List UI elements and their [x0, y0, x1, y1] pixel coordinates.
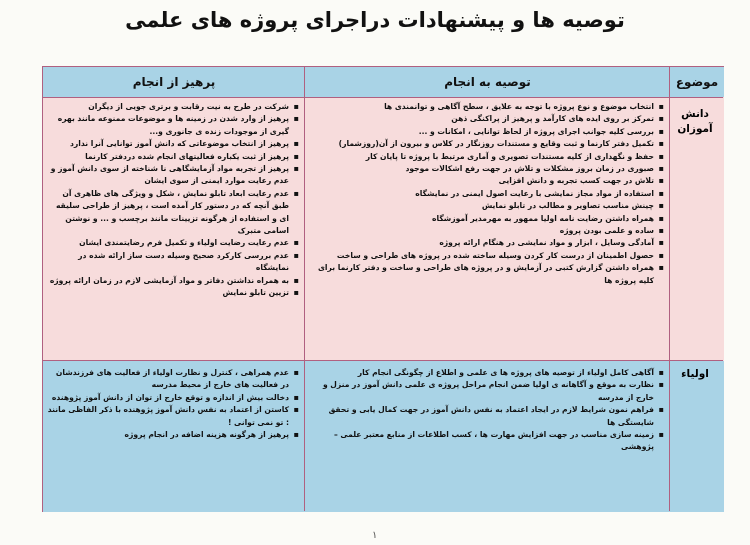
students-avoid-cell — [43, 97, 305, 361]
header-do: توصیه به انجام — [305, 67, 670, 97]
list-item: ▪ انتخاب موضوع و نوع پروژه با توجه به علایق ، سطح آگاهی و توانمندی ها — [309, 101, 654, 113]
list-item: ▪ همراه داشتن گزارش کتبی در آزمایش و در پروژه های طراحی و ساخت و دفتر کارنما برای کلیه پروژه ها — [309, 262, 654, 287]
list-item: ▪ تکمیل دفتر کارنما و ثبت وقایع و مستندات روزنگار در کلاس و بیرون از آن(روزشمار) — [309, 138, 654, 150]
list-item: ▪ بررسی کلیه جوانب اجرای پروژه از لحاظ توانایی ، امکانات و ... — [309, 126, 654, 138]
table-divider — [43, 97, 723, 98]
list-item: ▪ نظارت به موقع و آگاهانه ی اولیا ضمن انجام مراحل پروژه ی علمی دانش آموز در منزل و خارج از مدرسه — [309, 379, 654, 404]
list-item: ▪ زمینه سازی مناسب در جهت افزایش مهارت ها ، کسب اطلاعات از منابع معتبر علمی – پژوهشی — [309, 429, 654, 454]
list-item: ▪ تلاش در جهت کسب تجربه و دانش افزایی — [309, 175, 654, 187]
list-item: ▪ دخالت بیش از اندازه و توقع خارج از توان از دانش آموز پژوهنده — [47, 392, 289, 404]
table-divider — [43, 360, 723, 361]
table-divider — [304, 67, 305, 511]
list-item: ▪ ساده و علمی بودن پروژه — [309, 225, 654, 237]
topic-parents: اولیاء — [670, 361, 724, 512]
table-divider — [669, 67, 670, 511]
list-item: ▪ صبوری در زمان بروز مشکلات و تلاش در جهت رفع اشکالات موجود — [309, 163, 654, 175]
page-title: توصیه ها و پیشنهادات دراجرای پروژه های علمی — [125, 8, 625, 32]
page-number: ١ — [372, 530, 378, 541]
topic-students: دانش آموزان — [670, 97, 724, 361]
list-item: ▪ شرکت در طرح به نیت رقابت و برتری جویی از دیگران — [47, 101, 289, 113]
list-item: ▪ پرهیز از تجربه مواد آزمایشگاهی نا شناخته از سوی دانش آموز و عدم رعایت موارد ایمنی از سوی ایشان — [47, 163, 289, 188]
header-avoid: پرهیز از انجام — [43, 67, 305, 97]
list-item: ▪ حفظ و نگهداری از کلیه مستندات تصویری و آماری مرتبط با پروژه تا پایان کار — [309, 151, 654, 163]
list-item: ▪ عدم بررسی کارکرد صحیح وسیله دست ساز ارائه شده در نمایشگاه — [47, 250, 289, 275]
list-item: ▪ استفاده از مواد مجاز نمایشی با رعایت اصول ایمنی در نمایشگاه — [309, 188, 654, 200]
students-avoid-list — [43, 101, 305, 300]
parents-avoid-list — [43, 367, 305, 441]
list-item: ▪ حصول اطمینان از درست کار کردن وسیله ساخته شده در پروژه های طراحی و ساخت — [309, 250, 654, 262]
list-item: ▪ تمرکز بر روی ایده های کارآمد و پرهیز از پراکنگی ذهن — [309, 113, 654, 125]
students-do-cell — [305, 97, 670, 361]
list-item: ▪ عدم رعایت رضایت اولیاء و تکمیل فرم رضایتمندی ایشان — [47, 237, 289, 249]
header-topic: موضوع — [670, 67, 724, 97]
parents-do-cell — [305, 361, 670, 512]
list-item: ▪ تزیین تابلو نمایش — [47, 287, 289, 299]
list-item: ▪ آگاهی کامل اولیاء از توصیه های پروژه ها ی علمی و اطلاع از چگونگی انجام کار — [309, 367, 654, 379]
parents-do-list — [305, 367, 670, 454]
list-item: ▪ به همراه نداشتن دفاتر و مواد آزمایشی لازم در زمان ارائه پروژه — [47, 275, 289, 287]
list-item: ▪ آمادگی وسایل ، ابزار و مواد نمایشی در هنگام ارائه پروژه — [309, 237, 654, 249]
list-item: ▪ پرهیز از انتخاب موضوعاتی که دانش آموز توانایی آنرا ندارد — [47, 138, 289, 150]
list-item: ▪ عدم همراهی ، کنترل و نظارت اولیاء از فعالیت های فرزندشان در فعالیت های خارج از محیط مدرسه — [47, 367, 289, 392]
list-item: ▪ فراهم نمون شرایط لازم در ایجاد اعتماد به نفس دانش آموز در جهت کمال یابی و تحقق شایستگی ها — [309, 404, 654, 429]
list-item: ▪ پرهیز از وارد شدن در زمینه ها و موضوعات ممنوعه مانند بهره گیری از موجودات زنده ی جانوری و... — [47, 113, 289, 138]
list-item: ▪ کاستن از اعتماد به نفس دانش آموز پژوهنده با ذکر الفاظی مانند : تو نمی توانی ! — [47, 404, 289, 429]
list-item: ▪ چینش مناسب تصاویر و مطالب در تابلو نمایش — [309, 200, 654, 212]
students-do-list — [305, 101, 670, 287]
list-item: ▪ همراه داشتن رضایت نامه اولیا ممهور به مهرمدیر آموزشگاه — [309, 213, 654, 225]
list-item: ▪ پرهیز از ثبت یکباره فعالیتهای انجام شده دردفتر کارنما — [47, 151, 289, 163]
parents-avoid-cell — [43, 361, 305, 512]
list-item: ▪ عدم رعایت ابعاد تابلو نمایش ، شکل و ویژگی های ظاهری آن طبق آنچه که در دستور کار آمده است ، پرهیز از طراحی سلیقه ای و استفاده از هرگونه تزیینات مانند برچسب و ... و نوشتن اسامی متبرک — [47, 188, 289, 238]
list-item: ▪ پرهیز از هرگونه هزینه اضافه در انجام پروژه — [47, 429, 289, 441]
recommendations-table — [42, 66, 724, 512]
